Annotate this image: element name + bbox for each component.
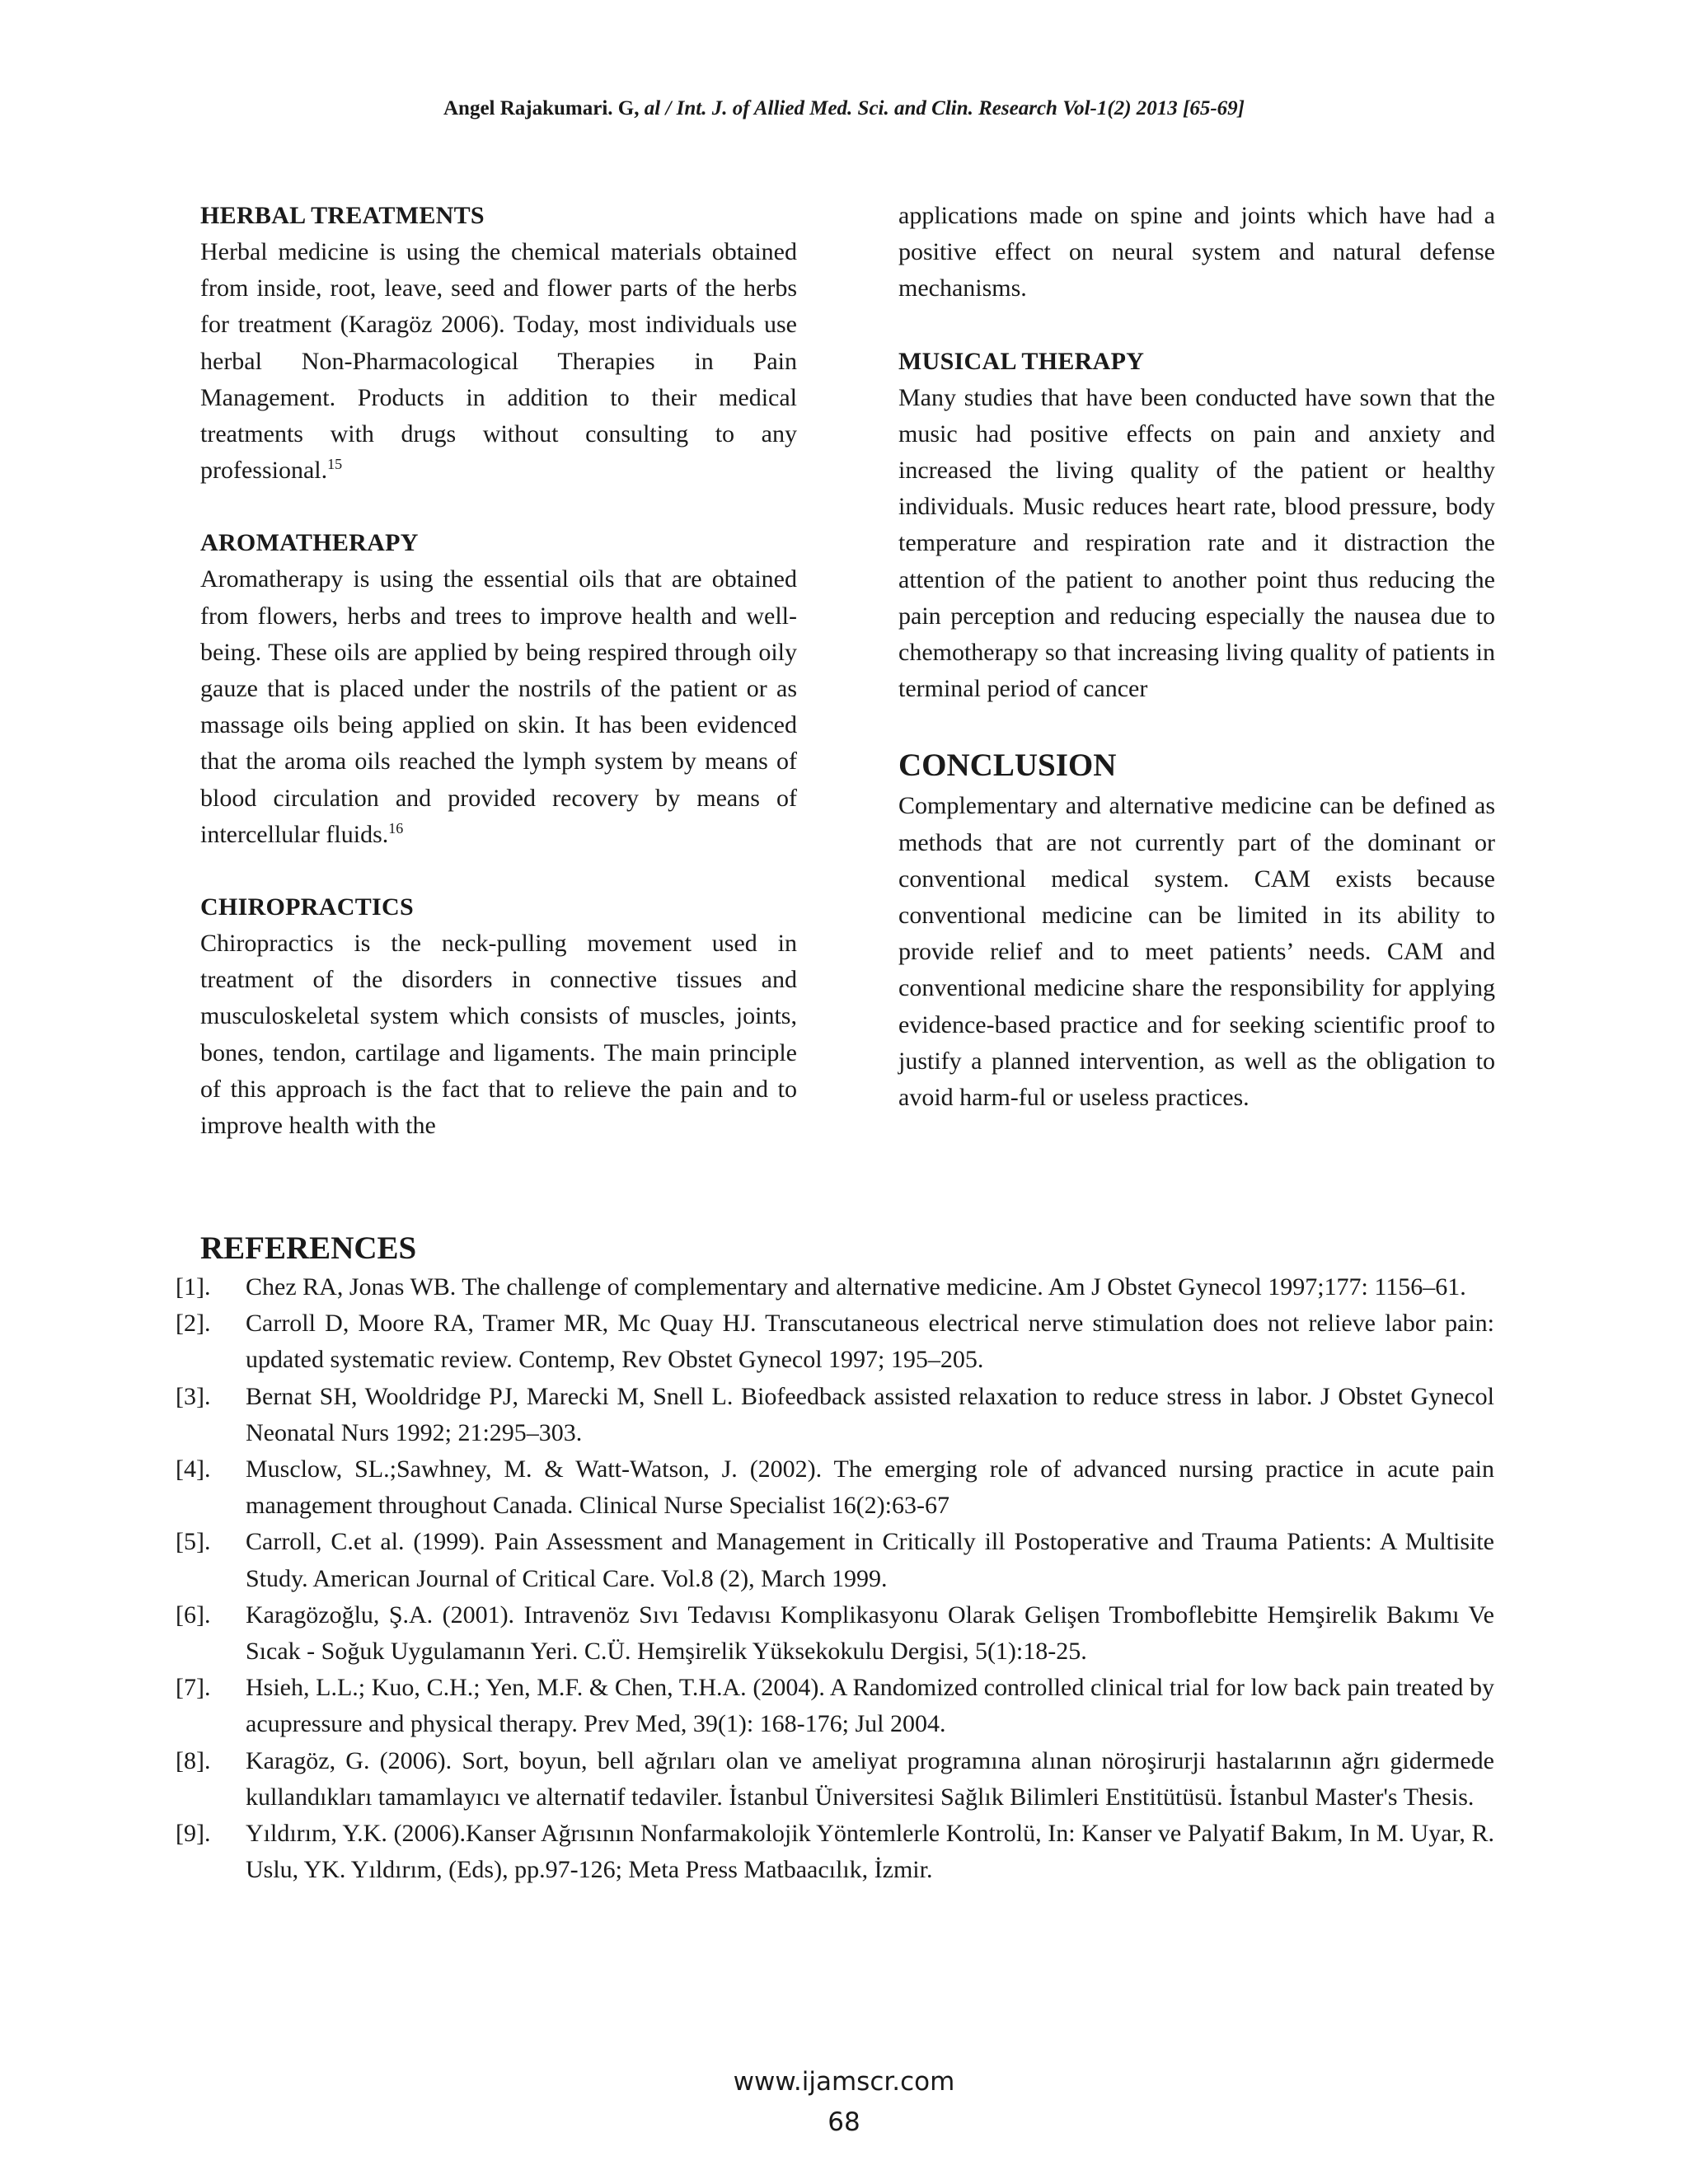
reference-item: [176, 1451, 1494, 1524]
reference-item: [176, 1524, 1494, 1596]
page-footer: [0, 2062, 1688, 2143]
section-chiropractics-cont: [898, 198, 1495, 307]
reference-text: Musclow, SL.;Sawhney, M. & Watt-Watson, J. (2002). The emerging role of advanced nursing practice in acute pain management throughout Canada. Clinical Nurse Specialist 16(2):63-67: [246, 1455, 1494, 1520]
reference-number: [4].: [176, 1455, 211, 1483]
section-herbal: [200, 198, 797, 489]
reference-text: Karagöz, G. (2006). Sort, boyun, bell ağrıları olan ve ameliyat programına alınan nöroşirurji hastalarının ağrı gidermede kullandıkları tamamlayıcı ve alternatif tedaviler. İstanbul Üniversitesi Sağlık Bilimleri Enstitütüsü. İstanbul Master's Thesis.: [246, 1746, 1494, 1811]
reference-item: [176, 1816, 1494, 1888]
reference-number: [5].: [176, 1528, 211, 1556]
reference-number: [8].: [176, 1746, 211, 1774]
reference-text: Carroll, C.et al. (1999). Pain Assessment and Management in Critically ill Postoperative and Trauma Patients: A Multisite Study. American Journal of Critical Care. Vol.8 (2), March 1999.: [246, 1528, 1494, 1592]
reference-text: Carroll D, Moore RA, Tramer MR, Mc Quay HJ. Transcutaneous electrical nerve stimulation does not relieve labor pain: updated systematic review. Contemp, Rev Obstet Gynecol 1997; 195–205.: [246, 1310, 1494, 1374]
reference-item: [176, 1670, 1494, 1742]
header-citation: al / Int. J. of Allied Med. Sci. and Clin. Research Vol-1(2) 2013 [65-69]: [644, 97, 1245, 120]
reference-number: [6].: [176, 1601, 211, 1629]
section-conclusion: [898, 743, 1495, 1116]
reference-text: Chez RA, Jonas WB. The challenge of complementary and alternative medicine. Am J Obstet Gynecol 1997;177: 1156–61.: [246, 1273, 1466, 1301]
reference-item: [176, 1597, 1494, 1670]
reference-item: [176, 1305, 1494, 1378]
heading-references: REFERENCES: [200, 1230, 417, 1266]
footer-website-link[interactable]: www.ijamscr.com: [733, 2067, 955, 2097]
right-column: [898, 198, 1495, 1152]
heading-herbal: HERBAL TREATMENTS: [200, 202, 485, 229]
text-aromatherapy: Aromatherapy is using the essential oils that are obtained from flowers, herbs and trees to improve health and well-being. These oils are applied by being respired through oily gauze that is placed under the nostrils of the patient or as massage oils being applied on skin. It has been evidenced that the aroma oils reached the lymph system by means of blood circulation and provided recovery by means of intercellular fluids.: [200, 565, 797, 848]
paragraph-herbal: [200, 234, 797, 489]
section-chiropractics: [200, 889, 797, 1144]
citation-aromatherapy: 16: [388, 819, 404, 837]
reference-number: [9].: [176, 1820, 211, 1848]
reference-item: [176, 1269, 1494, 1305]
heading-musical-therapy: MUSICAL THERAPY: [898, 347, 1145, 375]
heading-aromatherapy: AROMATHERAPY: [200, 529, 419, 557]
paragraph-musical-therapy: Many studies that have been conducted have sown that the music had positive effects on pain and anxiety and increased the living quality of the patient or healthy individuals. Music reduces heart rate, blood pressure, body temperature and respiration rate and it distraction the attention of the patient to another point thus reducing the pain perception and reducing especially the nausea due to chemotherapy so that increasing living quality of patients in terminal period of cancer: [898, 383, 1495, 703]
paragraph-chiropractics: Chiropractics is the neck-pulling movement used in treatment of the disorders in connective tissues and musculoskeletal system which consists of muscles, joints, bones, tendon, cartilage and ligaments. The main principle of this approach is the fact that to relieve the pain and to improve health with the: [200, 930, 797, 1140]
reference-item: [176, 1379, 1494, 1451]
reference-text: Bernat SH, Wooldridge PJ, Marecki M, Snell L. Biofeedback assisted relaxation to reduce stress in labor. J Obstet Gynecol Neonatal Nurs 1992; 21:295–303.: [246, 1382, 1494, 1446]
reference-item: [176, 1743, 1494, 1816]
text-herbal: Herbal medicine is using the chemical materials obtained from inside, root, leave, seed and flower parts of the herbs for treatment (Karagöz 2006). Today, most individuals use herbal Non-Pharmacological Therapies in Pain Management. Products in addition to their medical treatments with drugs without consulting to any professional.: [200, 238, 797, 485]
paragraph-aromatherapy: [200, 561, 797, 853]
reference-number: [2].: [176, 1310, 211, 1338]
reference-text: Yıldırım, Y.K. (2006).Kanser Ağrısının Nonfarmakolojik Yöntemlerle Kontrolü, In: Kanser ve Palyatif Bakım, In M. Uyar, R. Uslu, YK. Yıldırım, (Eds), pp.97-126; Meta Press Matbaacılık, İzmir.: [246, 1820, 1494, 1884]
reference-number: [1].: [176, 1273, 211, 1301]
reference-text: Karagözoğlu, Ş.A. (2001). Intravenöz Sıvı Tedavısı Komplikasyonu Olarak Gelişen Tromboflebitte Hemşirelik Bakımı Ve Sıcak - Soğuk Uygulamanın Yeri. C.Ü. Hemşirelik Yüksekokulu Dergisi, 5(1):18-25.: [246, 1601, 1494, 1666]
references-section: [176, 1228, 1494, 1888]
running-header: [0, 97, 1688, 120]
reference-number: [7].: [176, 1674, 211, 1702]
heading-conclusion: CONCLUSION: [898, 748, 1117, 784]
header-author: Angel Rajakumari. G,: [443, 97, 640, 120]
paragraph-chiropractics-cont: applications made on spine and joints which have had a positive effect on neural system and natural defense mechanisms.: [898, 202, 1495, 302]
section-musical-therapy: [898, 344, 1495, 708]
left-column: [200, 198, 797, 1180]
paragraph-conclusion: Complementary and alternative medicine can be defined as methods that are not currently part of the dominant or conventional medical system. CAM exists because conventional medicine can be limited in its ability to provide relief and to meet patients’ needs. CAM and conventional medicine share the responsibility for applying evidence-based practice and for seeking scientific proof to justify a planned intervention, as well as the obligation to avoid harm-ful or useless practices.: [898, 792, 1495, 1112]
section-aromatherapy: [200, 525, 797, 853]
heading-chiropractics: CHIROPRACTICS: [200, 893, 414, 921]
reference-number: [3].: [176, 1382, 211, 1410]
reference-text: Hsieh, L.L.; Kuo, C.H.; Yen, M.F. & Chen, T.H.A. (2004). A Randomized controlled clinical trial for low back pain treated by acupressure and physical therapy. Prev Med, 39(1): 168-176; Jul 2004.: [246, 1674, 1494, 1738]
page-number: 68: [828, 2107, 860, 2137]
citation-herbal: 15: [327, 456, 343, 473]
